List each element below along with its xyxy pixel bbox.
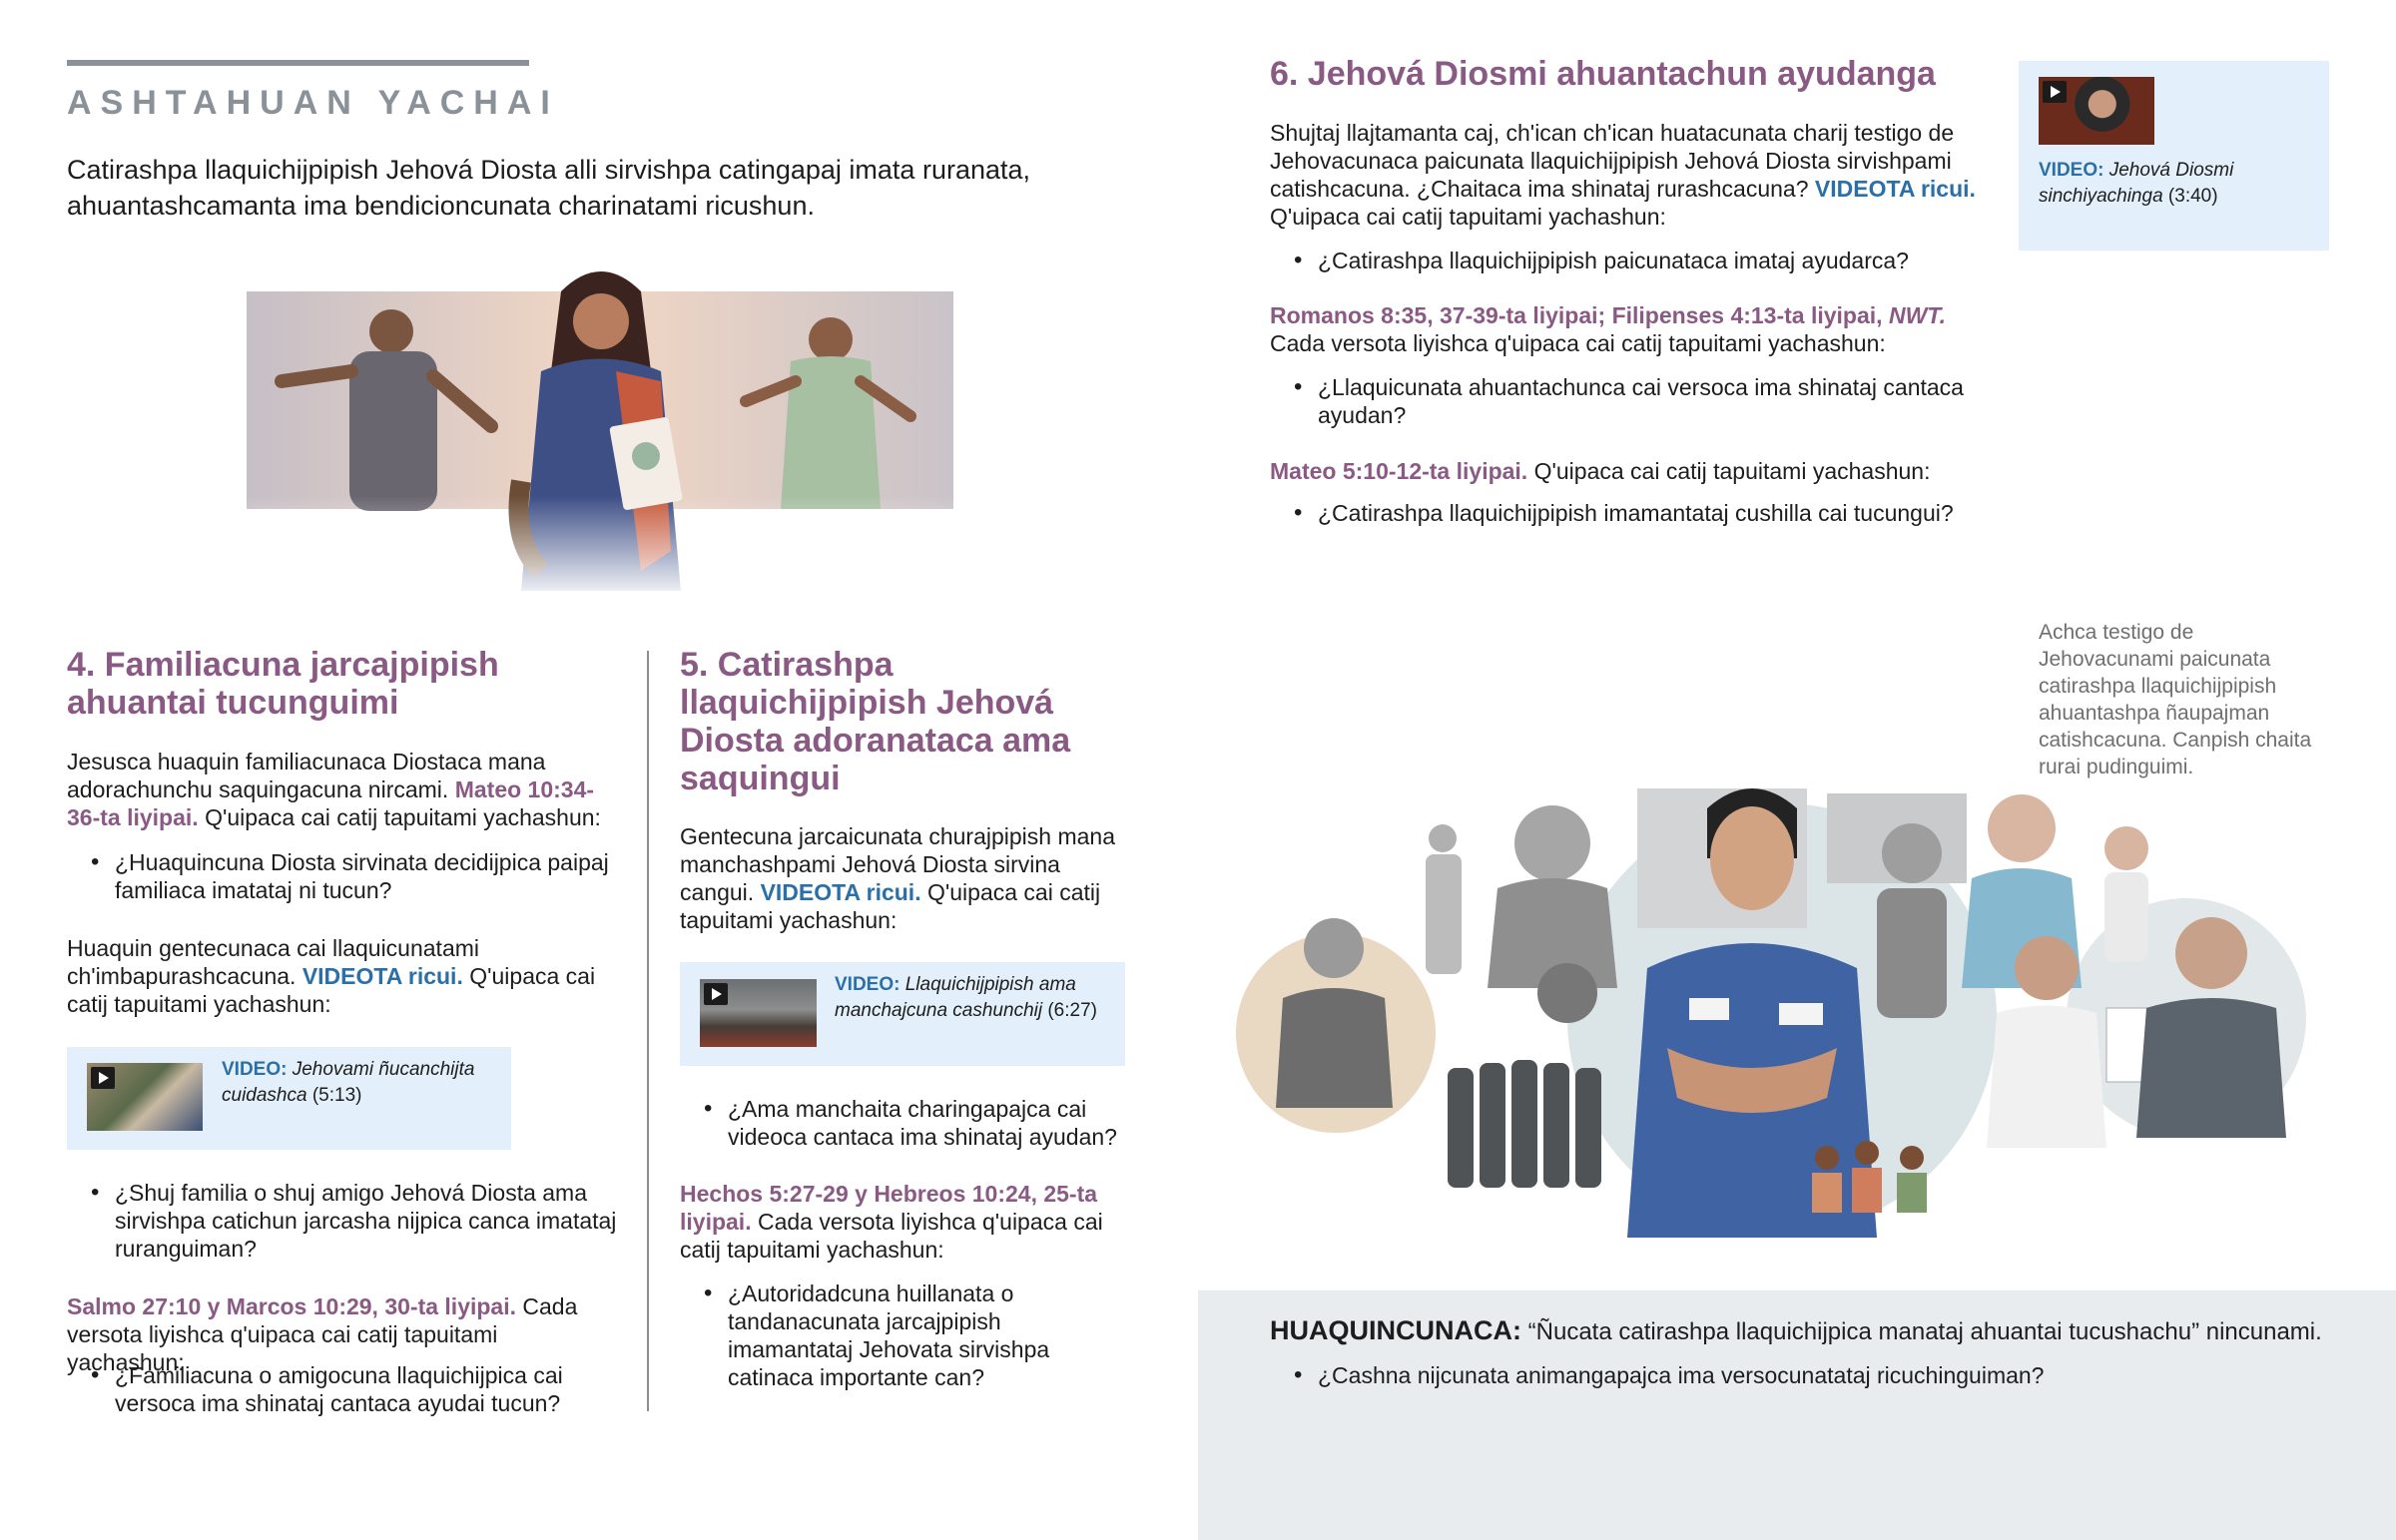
section-6-question-1 (1270, 247, 1989, 274)
video-caption (835, 972, 1119, 1024)
section-6-reference-nwt[interactable]: NWT. (1888, 302, 1947, 328)
header-rule (67, 60, 529, 66)
section-5-paragraph-2 (680, 1180, 1124, 1264)
column-divider (647, 651, 649, 1411)
section-6-title: 6. Jehová Diosmi ahuantachun ayudanga (1270, 55, 1936, 93)
objection-question (1270, 1361, 2368, 1389)
video-label: VIDEO: (2039, 160, 2104, 181)
section-6-p1-text: Shujtaj llajtamanta caj, ch'ican ch'ican huatacunata charij testigo de Jehovacunaca paicunata llaquichijpipish Jehová Diosta sirvishpami catishcacuna. ¿Chaitaca ima shinataj rurashcacuna? (1270, 120, 1955, 202)
objection-label: HUAQUINCUNACA: (1270, 1315, 1521, 1345)
question-item: • ¿Catirashpa llaquichijpipish imamantataj cushilla cai tucungui? (1270, 499, 1989, 527)
witnesses-illustration (1228, 769, 2326, 1268)
section-6-paragraph-1 (1270, 119, 1981, 231)
section-4-title: 4. Familiacuna jarcajpipish ahuantai tucunguimi (67, 646, 499, 722)
video-label: VIDEO: (835, 974, 900, 995)
section-4-p2-tail: Q'uipaca cai catij tapuitami yachashun: (67, 963, 596, 1017)
objection-quote: “Ñucata catirashpa llaquichijpica manataj ahuantai tucushachu” nincunami. (1527, 1318, 2322, 1345)
video-thumbnail[interactable] (700, 979, 817, 1047)
video-duration: (3:40) (2167, 186, 2218, 207)
section-6-paragraph-3 (1270, 457, 1989, 485)
section-5-paragraph-1 (680, 822, 1124, 934)
play-icon[interactable] (704, 983, 728, 1005)
section-4-ref2-tail: Cada versota liyishca q'uipaca cai catij tapuitami yachashun: (67, 1293, 578, 1375)
question-item: • ¿Cashna nijcunata animangapajca ima versocunatataj ricuchinguiman? (1270, 1361, 2368, 1389)
play-icon[interactable] (2043, 81, 2067, 103)
section-4-p1-tail: Q'uipaca cai catij tapuitami yachashun: (205, 804, 601, 830)
video-title: Llaquichijpipish ama manchajcuna cashunchij (835, 974, 1076, 1021)
video-box-section-6[interactable] (2019, 61, 2329, 251)
video-thumbnail[interactable] (2039, 77, 2154, 145)
section-4-question-3 (67, 1361, 626, 1417)
section-label: ASHTAHUAN YACHAI (67, 84, 559, 122)
section-4-question-1 (67, 848, 626, 904)
video-box-section-4[interactable] (67, 1047, 511, 1150)
section-5-title: 5. Catirashpa llaquichijpipish Jehová Diosta adoranataca ama saquingui (680, 646, 1071, 797)
objection-box (1198, 1290, 2396, 1540)
video-duration: (5:13) (311, 1085, 362, 1106)
video-box-section-5[interactable] (680, 962, 1125, 1066)
video-title: Jehovami ñucanchijta cuidashca (222, 1059, 475, 1106)
section-5-p1-text: Gentecuna jarcaicunata churajpipish mana manchashpami Jehová Diosta sirvina cangui. (680, 823, 1115, 905)
section-4-p2-text: Huaquin gentecunaca cai llaquicunatami ch'imbapurashcacuna. (67, 935, 480, 989)
question-item: • ¿Familiacuna o amigocuna llaquichijpica cai versoca ima shinataj cantaca ayudai tucun? (67, 1361, 626, 1417)
objection-statement (1270, 1315, 2368, 1347)
video-caption (222, 1057, 501, 1109)
question-item: • ¿Catirashpa llaquichijpipish paicunataca imataj ayudarca? (1270, 247, 1989, 274)
section-5-p1-tail: Q'uipaca cai catij tapuitami yachashun: (680, 879, 1101, 933)
section-4-p1-text: Jesusca huaquin familiacunaca Diostaca mana adorachunchu saquingacuna nircami. (67, 749, 546, 802)
section-6-video-link[interactable]: VIDEOTA ricui. (1814, 176, 1976, 202)
section-5-question-2 (680, 1280, 1129, 1391)
section-4-p1-reference[interactable]: Mateo 10:34-36-ta liyipai. (67, 776, 595, 830)
section-6-question-3 (1270, 499, 1989, 527)
section-4-paragraph-1 (67, 748, 621, 831)
section-6-paragraph-2 (1270, 301, 1989, 357)
intro-text: Catirashpa llaquichijpipish Jehová Diosta alli sirvishpa catingapaj imata ruranata, ahuantashcamanta ima bendicioncunata charinatami ricushun. (67, 155, 1031, 221)
question-item: • ¿Ama manchaita charingapajca cai videoca cantaca ima shinataj ayudan? (680, 1095, 1129, 1151)
section-5-question-1 (680, 1095, 1129, 1151)
question-item: • ¿Shuj familia o shuj amigo Jehová Diosta ama sirvishpa catichun jarcasha nijpica canca imatataj ruranguiman? (67, 1179, 626, 1263)
section-5-reference[interactable]: Hechos 5:27-29 y Hebreos 10:24, 25-ta liyipai. (680, 1181, 1098, 1235)
question-item: • ¿Autoridadcuna huillanata o tandanacunata jarcajpipish imamantataj Jehovata sirvishpa catinaca importante can? (680, 1280, 1129, 1391)
section-6-ref2-tail: Q'uipaca cai catij tapuitami yachashun: (1533, 458, 1931, 484)
section-6-reference-1[interactable]: Romanos 8:35, 37-39-ta liyipai; Filipenses 4:13-ta liyipai, (1270, 302, 1883, 328)
question-item: • ¿Huaquincuna Diosta sirvinata decidijpica paipaj familiaca imatataj ni tucun? (67, 848, 626, 904)
section-6-ref1-tail: Cada versota liyishca q'uipaca cai catij tapuitami yachashun: (1270, 330, 1886, 356)
section-4-paragraph-2 (67, 934, 621, 1018)
illustration-caption: Achca testigo de Jehovacunami paicunata catirashpa llaquichijpipish ahuantashpa ñaupajman catishcacuna. Canpish chaita rurai pudinguimi. (2039, 621, 2312, 778)
play-icon[interactable] (91, 1067, 115, 1089)
section-4-question-2 (67, 1179, 626, 1263)
family-illustration (222, 252, 960, 601)
video-caption (2039, 158, 2318, 210)
section-6-p1-tail: Q'uipaca cai catij tapuitami yachashun: (1270, 204, 1666, 230)
section-5-ref-tail: Cada versota liyishca q'uipaca cai catij tapuitami yachashun: (680, 1209, 1103, 1263)
section-6-question-2 (1270, 373, 1989, 429)
video-title: Jehová Diosmi sinchiyachinga (2039, 160, 2234, 207)
section-6-reference-2[interactable]: Mateo 5:10-12-ta liyipai. (1270, 458, 1528, 484)
section-4-video-link[interactable]: VIDEOTA ricui. (301, 963, 463, 989)
section-5-video-link[interactable]: VIDEOTA ricui. (760, 879, 921, 905)
video-label: VIDEO: (222, 1059, 288, 1080)
section-4-reference-2[interactable]: Salmo 27:10 y Marcos 10:29, 30-ta liyipai. (67, 1293, 517, 1319)
video-thumbnail[interactable] (87, 1063, 203, 1131)
question-item: • ¿Llaquicunata ahuantachunca cai versoca ima shinataj cantaca ayudan? (1270, 373, 1989, 429)
video-duration: (6:27) (1047, 1000, 1097, 1021)
